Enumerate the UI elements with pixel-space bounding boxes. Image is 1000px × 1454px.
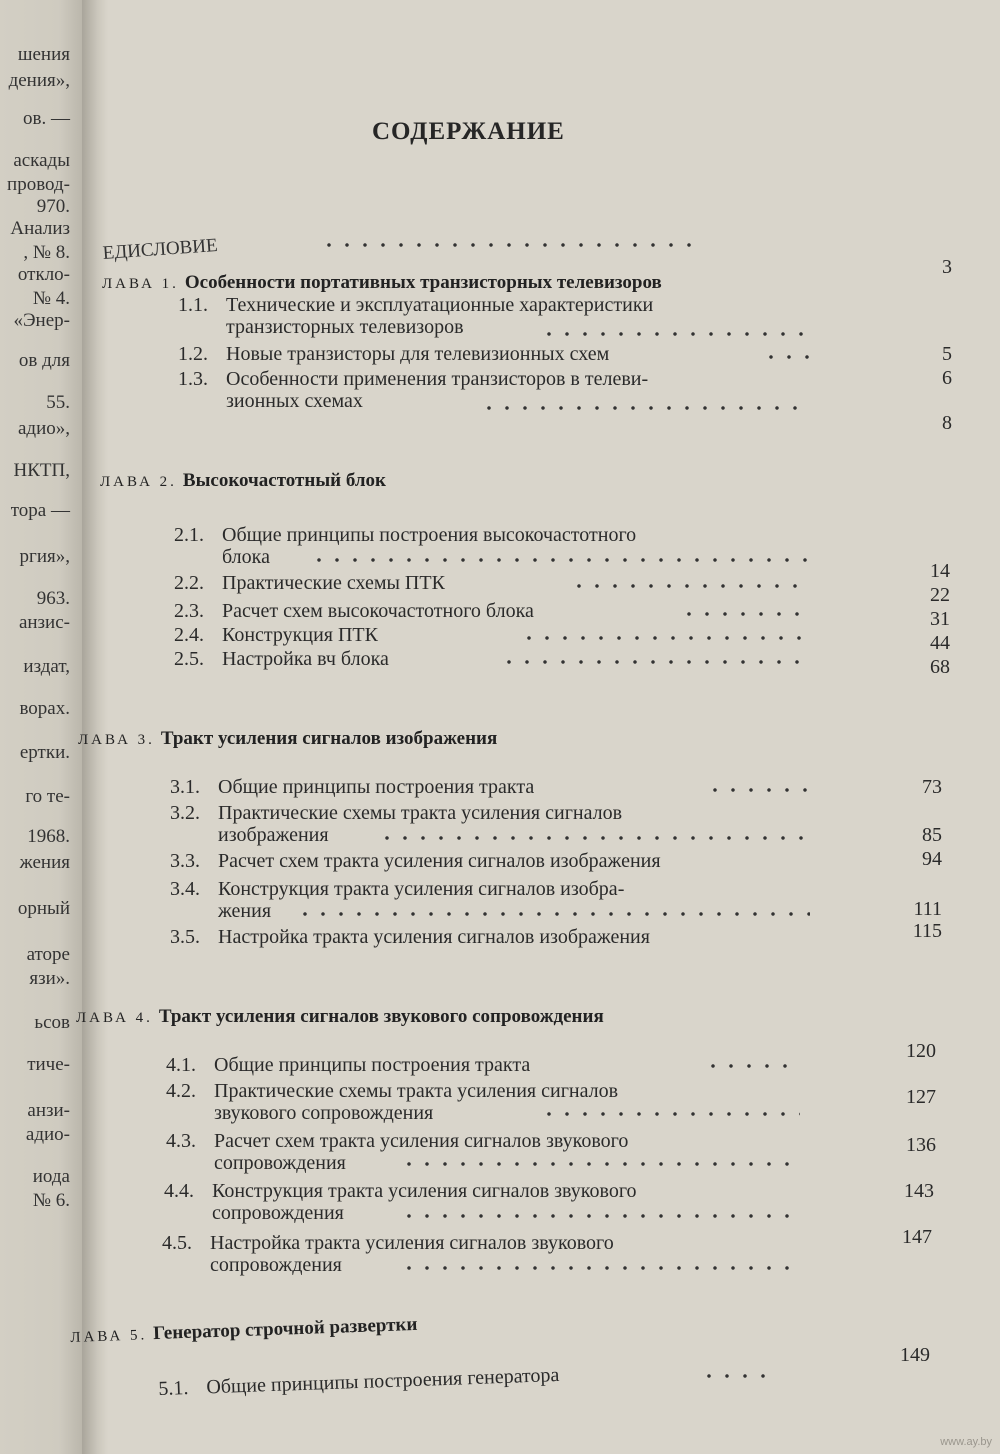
entry-number: 2.5.	[174, 648, 204, 670]
entry-number: 3.4.	[170, 878, 200, 900]
foreword-leader-dots	[320, 241, 700, 249]
entry-number: 4.2.	[166, 1080, 196, 1102]
entry-number: 1.3.	[178, 368, 208, 390]
entry-text: Расчет схем тракта усиления сигналов звукового	[214, 1130, 629, 1152]
entry-number: 4.5.	[162, 1232, 192, 1254]
entry-text-continued: блока	[222, 546, 270, 568]
leader-dots	[540, 1110, 800, 1118]
chapter-heading	[102, 272, 662, 294]
toc-entry	[170, 926, 650, 948]
leader-dots	[570, 582, 810, 590]
entry-text: Новые транзисторы для телевизионных схем	[226, 343, 610, 365]
entry-text: Конструкция тракта усиления сигналов звукового	[212, 1180, 637, 1202]
entry-text: Особенности применения транзисторов в телеви-	[226, 368, 649, 390]
entry-number: 4.1.	[166, 1054, 196, 1076]
chapter-label: ЛАВА 2.	[100, 474, 177, 490]
chapter-heading	[78, 728, 497, 750]
entry-number: 2.1.	[174, 524, 204, 546]
entry-page-number: 44	[930, 632, 950, 654]
left-page-text-line: ворах.	[19, 698, 70, 719]
chapter-title: Тракт усиления сигналов звукового сопровождения	[158, 1006, 604, 1027]
entry-page-number: 73	[922, 776, 942, 798]
entry-number: 2.4.	[174, 624, 204, 646]
leader-dots	[520, 634, 810, 642]
entry-text: Практические схемы тракта усиления сигналов	[218, 802, 623, 824]
toc-entry	[170, 776, 534, 798]
left-page-text-line: аскады	[13, 150, 70, 171]
left-page-text-line: адио»,	[17, 418, 70, 439]
entry-page-number: 31	[930, 608, 950, 630]
entry-number: 1.1.	[178, 294, 208, 316]
chapter-label: ЛАВА 1.	[102, 276, 179, 292]
left-page-text-line: , № 8.	[23, 242, 70, 263]
leader-dots	[400, 1160, 800, 1168]
entry-text: Настройка вч блока	[222, 648, 389, 670]
entry-text-continued: транзисторных телевизоров	[226, 316, 464, 338]
entry-page-number: 147	[902, 1226, 932, 1248]
left-page-text-line: анзи-	[27, 1100, 70, 1121]
entry-text-continued: сопровождения	[210, 1254, 342, 1276]
entry-page-number: 8	[942, 412, 952, 434]
entry-page-number: 127	[906, 1086, 936, 1108]
toc-entry	[158, 1364, 560, 1400]
entry-text: Настройка тракта усиления сигналов изображения	[218, 926, 650, 948]
entry-text: Технические и эксплуатационные характеристики	[226, 294, 654, 316]
page-title: СОДЕРЖАНИЕ	[372, 118, 565, 145]
entry-text-continued: зионных схемах	[226, 390, 363, 412]
toc-entry	[178, 343, 609, 365]
chapter-title: Генератор строчной развертки	[152, 1313, 418, 1345]
entry-number: 2.2.	[174, 572, 204, 594]
left-page-text-line: провод-	[7, 174, 70, 195]
entry-text: Конструкция тракта усиления сигналов изобра-	[218, 878, 625, 900]
foreword-label: ЕДИСЛОВИЕ	[102, 234, 219, 264]
chapter-heading	[76, 1006, 604, 1028]
left-page-text-line: дения»,	[8, 70, 70, 91]
leader-dots	[400, 1212, 800, 1220]
entry-text-continued: жения	[218, 900, 272, 922]
entry-text-continued: сопровождения	[212, 1202, 344, 1224]
entry-page-number: 5	[942, 343, 952, 365]
leader-dots	[540, 330, 810, 338]
left-page-text-line: тиче-	[27, 1054, 70, 1075]
entry-number: 2.3.	[174, 600, 204, 622]
leader-dots	[704, 1062, 800, 1070]
entry-number: 3.1.	[170, 776, 200, 798]
left-page-text-line: иода	[32, 1166, 70, 1187]
leader-dots	[378, 834, 810, 842]
entry-text: Общие принципы построения тракта	[214, 1054, 531, 1076]
left-page-text-line: ов. —	[23, 108, 70, 129]
entry-text-continued: изображения	[218, 824, 329, 846]
entry-number: 1.2.	[178, 343, 208, 365]
entry-text: Практические схемы тракта усиления сигналов	[214, 1080, 619, 1102]
chapter-label: ЛАВА 4.	[76, 1010, 153, 1026]
toc-entry	[170, 850, 661, 872]
leader-dots	[400, 1264, 798, 1272]
left-page-text-line: адио-	[25, 1124, 70, 1145]
left-page-text-line: аторе	[26, 944, 70, 965]
toc-entry	[174, 624, 378, 646]
left-page-text-line: ов для	[18, 350, 70, 371]
toc-entry	[174, 600, 534, 622]
leader-dots	[762, 353, 812, 361]
chapter-title: Тракт усиления сигналов изображения	[160, 728, 498, 749]
left-page-text-line: ьсов	[34, 1012, 70, 1033]
left-page-text-line: анзис-	[18, 612, 70, 633]
watermark: www.ay.by	[940, 1436, 992, 1448]
left-page-text-line: 55.	[46, 392, 70, 413]
left-page-text-line: шения	[17, 44, 70, 65]
entry-page-number: 143	[904, 1180, 934, 1202]
entry-text: Практические схемы ПТК	[222, 572, 445, 594]
chapter-heading	[100, 470, 386, 492]
toc-entry	[174, 648, 389, 670]
entry-text-continued: сопровождения	[214, 1152, 346, 1174]
left-page-text-line: 963.	[36, 588, 70, 609]
entry-number: 5.1.	[158, 1376, 189, 1400]
leader-dots	[296, 910, 810, 918]
left-page-text-line: ертки.	[19, 742, 70, 763]
leader-dots	[700, 1372, 770, 1380]
left-page-text-line: издат,	[23, 656, 70, 677]
left-page-text-line: жения	[19, 852, 70, 873]
chapter-label: ЛАВА 5.	[70, 1327, 148, 1346]
entry-number: 4.3.	[166, 1130, 196, 1152]
toc-entry	[166, 1054, 530, 1076]
left-page-text-line: орный	[17, 898, 70, 919]
entry-page-number: 68	[930, 656, 950, 678]
leader-dots	[680, 610, 810, 618]
entry-page-number: 136	[906, 1134, 936, 1156]
entry-page-number: 115	[912, 920, 942, 942]
chapter-label: ЛАВА 3.	[78, 732, 155, 748]
chapter-heading	[70, 1314, 418, 1348]
entry-page-number: 149	[900, 1344, 930, 1366]
left-page-text-line: язи».	[29, 968, 70, 989]
entry-text: Общие принципы построения тракта	[218, 776, 535, 798]
foreword-page-number: 3	[942, 256, 952, 278]
left-page-text-line: 970.	[36, 196, 70, 217]
entry-text: Общие принципы построения высокочастотного	[222, 524, 637, 546]
entry-text: Настройка тракта усиления сигналов звукового	[210, 1232, 614, 1254]
leader-dots	[480, 404, 810, 412]
entry-number: 3.2.	[170, 802, 200, 824]
entry-number: 3.3.	[170, 850, 200, 872]
toc-entry	[174, 572, 445, 594]
left-page-text-line: Анализ	[10, 218, 70, 239]
entry-page-number: 14	[930, 560, 950, 582]
chapter-title: Высокочастотный блок	[182, 470, 386, 491]
entry-page-number: 111	[913, 898, 942, 920]
left-page-text-line: № 6.	[32, 1190, 70, 1211]
leader-dots	[706, 786, 810, 794]
entry-text: Конструкция ПТК	[222, 624, 378, 646]
left-page-fragment	[0, 0, 84, 1454]
entry-number: 4.4.	[164, 1180, 194, 1202]
leader-dots	[310, 556, 810, 564]
left-page-text-line: откло-	[17, 264, 70, 285]
entry-page-number: 85	[922, 824, 942, 846]
entry-text-continued: звукового сопровождения	[214, 1102, 434, 1124]
entry-page-number: 6	[942, 367, 952, 389]
left-page-text-line: 1968.	[27, 826, 70, 847]
chapter-title: Особенности портативных транзисторных телевизоров	[184, 272, 662, 293]
left-page-text-line: НКТП,	[13, 460, 70, 481]
left-page-text-line: тора —	[10, 500, 70, 521]
entry-text: Расчет схем высокочастотного блока	[222, 600, 534, 622]
entry-number: 3.5.	[170, 926, 200, 948]
contents-page	[70, 0, 1000, 1454]
left-page-text-line: № 4.	[32, 288, 70, 309]
left-page-text-line: ргия»,	[19, 546, 70, 567]
left-page-text-line: го те-	[25, 786, 70, 807]
leader-dots	[500, 658, 810, 666]
entry-text: Расчет схем тракта усиления сигналов изображения	[218, 850, 661, 872]
left-page-text-line: «Энер-	[13, 310, 70, 331]
entry-page-number: 22	[930, 584, 950, 606]
entry-page-number: 120	[906, 1040, 936, 1062]
entry-text: Общие принципы построения генератора	[205, 1363, 560, 1399]
entry-page-number: 94	[922, 848, 942, 870]
